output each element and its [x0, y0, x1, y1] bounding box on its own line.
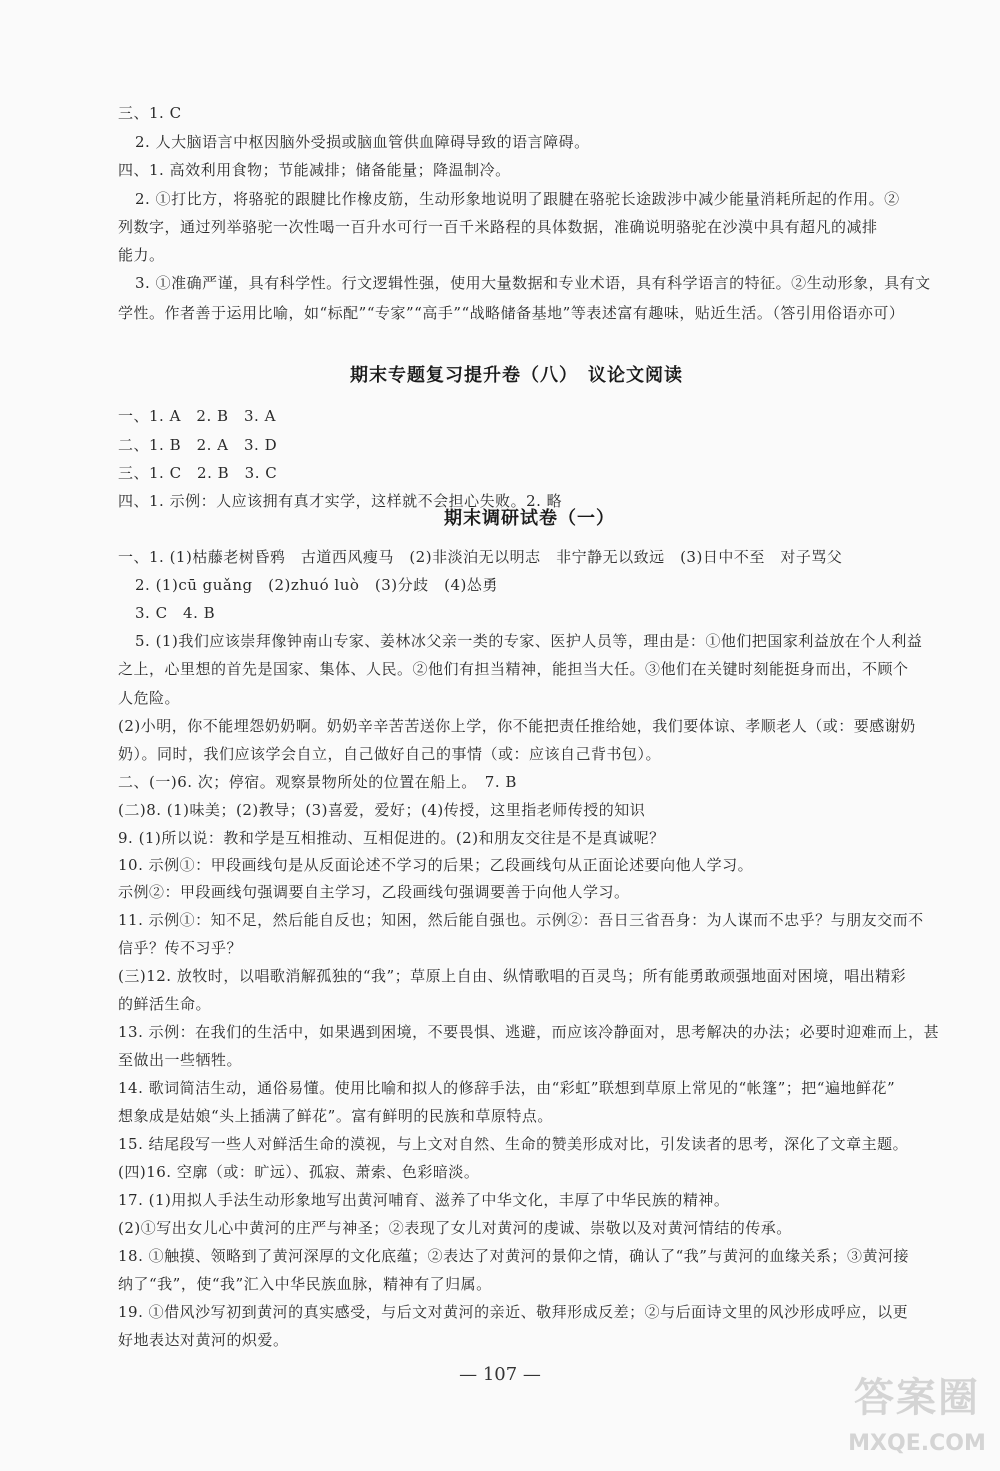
answer-line: 至做出一些牺牲。 [118, 1051, 243, 1069]
section-heading: 期末专题复习提升卷（八） 议论文阅读 [350, 365, 683, 386]
answer-line: 17. (1)用拟人手法生动形象地写出黄河哺育、滋养了中华文化，丰厚了中华民族的精神。 [118, 1191, 730, 1209]
answer-line: (2)①写出女儿心中黄河的庄严与神圣；②表现了女儿对黄河的虔诚、崇敬以及对黄河情结的传承。 [118, 1219, 792, 1237]
answer-line: (二)8. (1)味美；(2)教导；(3)喜爱，爱好；(4)传授，这里指老师传授的知识 [118, 801, 646, 819]
answer-line: 能力。 [118, 246, 165, 264]
answer-line: 一、1. A 2. B 3. A [118, 407, 276, 425]
answer-line: 14. 歌词简洁生动，通俗易懂。使用比喻和拟人的修辞手法，由“彩虹”联想到草原上常见的“帐篷”；把“遍地鲜花” [118, 1079, 896, 1097]
answer-line: (2)小明，你不能埋怨奶奶啊。奶奶辛辛苦苦送你上学，你不能把责任推给她，我们要体谅、孝顺老人（或：要感谢奶 [118, 717, 916, 735]
answer-line: 10. 示例①：甲段画线句是从反面论述不学习的后果；乙段画线句从正面论述要向他人学习。 [118, 856, 754, 874]
answer-line: 学性。作者善于运用比喻，如“标配”“专家”“高手”“战略储备基地”等表述富有趣味，贴近生活。（答引用俗语亦可） [118, 304, 905, 322]
answer-line: 19. ①借风沙写初到黄河的真实感受，与后文对黄河的亲近、敬拜形成反差；②与后面诗文里的风沙形成呼应，以更 [118, 1303, 909, 1321]
answer-line: 13. 示例：在我们的生活中，如果遇到困境，不要畏惧、逃避，而应该冷静面对，思考解决的办法；必要时迎难而上，甚 [118, 1023, 940, 1041]
answer-line: 示例②：甲段画线句强调要自主学习，乙段画线句强调要善于向他人学习。 [118, 883, 630, 901]
answer-line: 人危险。 [118, 689, 181, 707]
answer-line: 18. ①触摸、领略到了黄河深厚的文化底蕴；②表达了对黄河的景仰之情，确认了“我”与黄河的血缘关系；③黄河接 [118, 1247, 909, 1265]
section-heading: 期末调研试卷（一） [444, 508, 615, 529]
answer-line: 奶）。同时，我们应该学会自立，自己做好自己的事情（或：应该自己背书包）。 [118, 745, 662, 763]
page-number: — 107 — [459, 1364, 541, 1385]
answer-line: 2. (1)cū guǎng (2)zhuó luò (3)分歧 (4)怂勇 [135, 576, 498, 594]
answer-line: 四、1. 示例：人应该拥有真才实学，这样就不会担心失败。2. 略 [118, 492, 563, 510]
answer-line: 二、1. B 2. A 3. D [118, 436, 278, 454]
answer-line: 9. (1)所以说：教和学是互相推动、互相促进的。(2)和朋友交往是不是真诚呢？ [118, 829, 665, 847]
answer-line: (三)12. 放牧时，以唱歌消解孤独的“我”；草原上自由、纵情歌唱的百灵鸟；所有能勇敢顽强地面对困境，唱出精彩 [118, 967, 907, 985]
answer-line: 11. 示例①：知不足，然后能自反也；知困，然后能自强也。示例②：吾日三省吾身：为人谋而不忠乎？与朋友交而不 [118, 911, 924, 929]
answer-line: (四)16. 空廓（或：旷远）、孤寂、萧索、色彩暗淡。 [118, 1163, 480, 1181]
answer-line: 5. (1)我们应该崇拜像钟南山专家、姜林冰父亲一类的专家、医护人员等，理由是：①他们把国家利益放在个人利益 [135, 632, 923, 650]
answer-line: 纳了“我”，使“我”汇入中华民族血脉，精神有了归属。 [118, 1275, 492, 1293]
answer-line: 信乎？传不习乎？ [118, 939, 243, 957]
answer-line: 之上，心里想的首先是国家、集体、人民。②他们有担当精神，能担当大任。③他们在关键时刻能挺身而出，不顾个 [118, 660, 909, 678]
answer-line: 3. ①准确严谨，具有科学性。行文逻辑性强，使用大量数据和专业术语，具有科学语言的特征。②生动形象，具有文 [135, 274, 931, 292]
answer-line: 三、1. C 2. B 3. C [118, 464, 278, 482]
answer-line: 三、1. C [118, 104, 182, 122]
answer-line: 好地表达对黄河的炽爱。 [118, 1331, 289, 1349]
answer-line: 的鲜活生命。 [118, 995, 212, 1013]
watermark-site: MXQE.COM [848, 1431, 986, 1456]
answer-line: 四、1. 高效利用食物；节能减排；储备能量；降温制冷。 [118, 161, 511, 179]
answer-line: 3. C 4. B [135, 604, 216, 622]
answer-line: 二、(一)6. 次；停宿。观察景物所处的位置在船上。 7. B [118, 773, 517, 791]
answer-line: 想象成是姑娘“头上插满了鲜花”。富有鲜明的民族和草原特点。 [118, 1107, 553, 1125]
answer-line: 15. 结尾段写一些人对鲜活生命的漠视，与上文对自然、生命的赞美形成对比，引发读者的思考，深化了文章主题。 [118, 1135, 909, 1153]
answer-line: 一、1. (1)枯藤老树昏鸦 古道西风瘦马 (2)非淡泊无以明志 非宁静无以致远 (3)日中不至 对子骂父 [118, 548, 843, 566]
answer-line: 2. 人大脑语言中枢因脑外受损或脑血管供血障碍导致的语言障碍。 [135, 133, 590, 151]
answer-line: 列数字，通过列举骆驼一次性喝一百升水可行一百千米路程的具体数据，准确说明骆驼在沙漠中具有超凡的减排 [118, 218, 878, 236]
watermark-logo: 答案圈 [854, 1375, 980, 1421]
watermark [842, 1370, 992, 1460]
answer-line: 2. ①打比方，将骆驼的跟腱比作橡皮筋，生动形象地说明了跟腱在骆驼长途跋涉中减少能量消耗所起的作用。② [135, 190, 900, 208]
